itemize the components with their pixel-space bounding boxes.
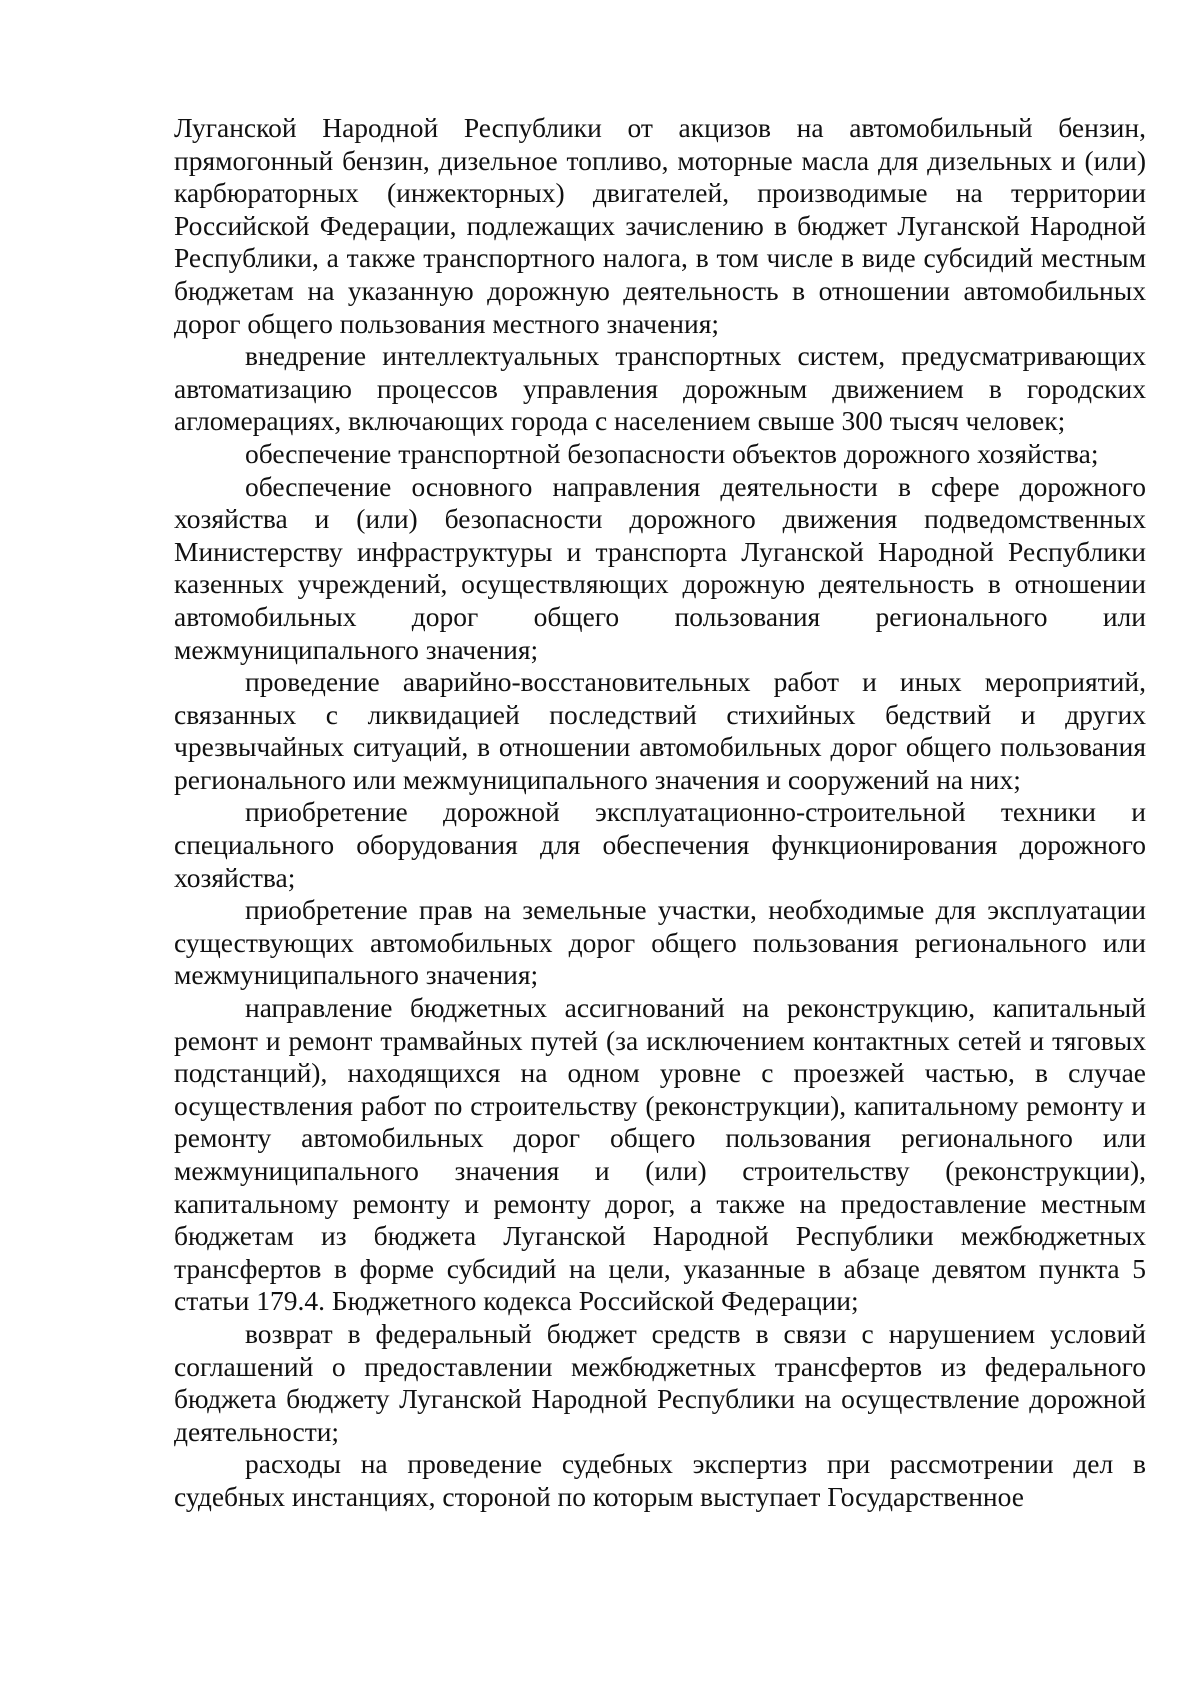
document-page (174, 112, 1146, 1514)
paragraph-transport-security: обеспечение транспортной безопасности объектов дорожного хозяйства; (245, 437, 1099, 469)
paragraph-land-rights: приобретение прав на земельные участки, необходимые для эксплуатации существующих автомобильных дорог общего пользования регионального или межмуниципального значения; (174, 894, 1146, 991)
paragraph-state-institutions: обеспечение основного направления деятельности в сфере дорожного хозяйства и (или) безопасности дорожного движения подведомственных Министерству инфраструктуры и транспорта Луганской Народной Республики казенных учреждений, осуществляющих дорожную деятельность в отношении автомобильных дорог общего пользования регионального или межмуниципального значения; (174, 470, 1146, 665)
paragraph-federal-return: возврат в федеральный бюджет средств в связи с нарушением условий соглашений о предоставлении межбюджетных трансфертов из федерального бюджета бюджету Луганской Народной Республики на осуществление дорожной деятельности; (174, 1317, 1146, 1447)
paragraph-court-expertise: расходы на проведение судебных экспертиз при рассмотрении дел в судебных инстанциях, стороной по которым выступает Государственное (174, 1448, 1146, 1512)
paragraph-tram-tracks: направление бюджетных ассигнований на реконструкцию, капитальный ремонт и ремонт трамвайных путей (за исключением контактных сетей и тяговых подстанций), находящихся на одном уровне с проезжей частью, в случае осуществления работ по строительству (реконструкции), капитальному ремонту и ремонту автомобильных дорог общего пользования регионального или межмуниципального значения и (или) строительству (реконструкции), капитальному ремонту и ремонту дорог, а также на предоставление местным бюджетам из бюджета Луганской Народной Республики межбюджетных трансфертов в форме субсидий на цели, указанные в абзаце девятом пункта 5 статьи 179.4. Бюджетного кодекса Российской Федерации; (174, 992, 1146, 1317)
paragraph-equipment: приобретение дорожной эксплуатационно-строительной техники и специального оборудования для обеспечения функционирования дорожного хозяйства; (174, 796, 1146, 893)
paragraph-intelligent-transport: внедрение интеллектуальных транспортных систем, предусматривающих автоматизацию процессов управления дорожным движением в городских агломерациях, включающих города с населением свыше 300 тысяч человек; (174, 340, 1146, 437)
paragraph-continuation: Луганской Народной Республики от акцизов на автомобильный бензин, прямогонный бензин, дизельное топливо, моторные масла для дизельных и (или) карбюраторных (инжекторных) двигателей, производимые на территории Российской Федерации, подлежащих зачислению в бюджет Луганской Народной Республики, а также транспортного налога, в том числе в виде субсидий местным бюджетам на указанную дорожную деятельность в отношении автомобильных дорог общего пользования местного значения; (174, 112, 1146, 339)
paragraph-emergency-works: проведение аварийно-восстановительных работ и иных мероприятий, связанных с ликвидацией последствий стихийных бедствий и других чрезвычайных ситуаций, в отношении автомобильных дорог общего пользования регионального или межмуниципального значения и сооружений на них; (174, 666, 1146, 795)
